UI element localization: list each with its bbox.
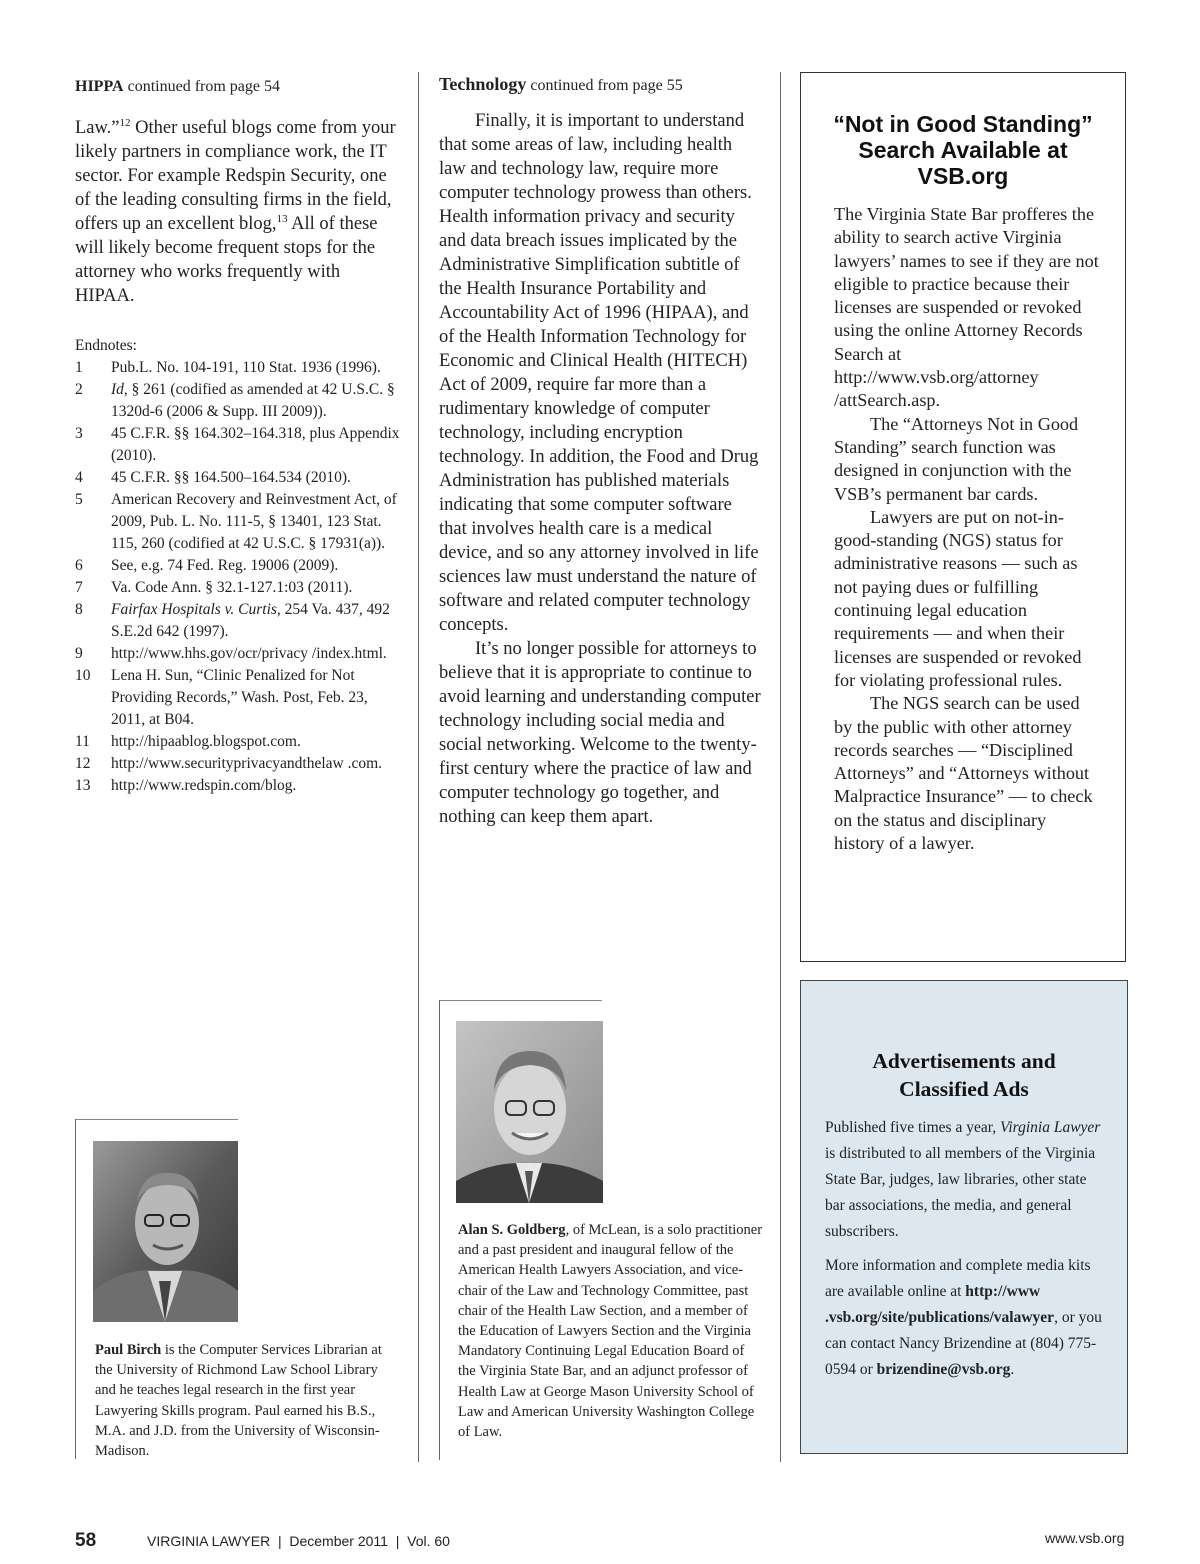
endnote-number: 6 [75, 557, 83, 574]
endnote-number: 3 [75, 425, 83, 442]
divider [75, 1119, 76, 1459]
media-kit-link[interactable]: http://www .vsb.org/site/publications/valawyer [825, 1283, 1055, 1326]
endnote-item [75, 599, 400, 643]
endnote-text: Id, § 261 (codified as amended at 42 U.S.C. § 1320d-6 (2006 & Supp. III 2009)). [111, 381, 395, 420]
endnote-item [75, 577, 400, 599]
endnote-text: Va. Code Ann. § 32.1-127.1:03 (2011). [111, 579, 353, 596]
left-heading-continued: continued from page 54 [127, 78, 280, 95]
middle-heading-title: Technology [439, 74, 527, 94]
box-paragraph: The Virginia State Bar profferes the ability to search active Virginia lawyers’ names to see if they are not eligible to practice because their licenses are suspended or revoked using the online Attorney Records Search at http://www.vsb.org/attorney /attSearch.asp. [834, 204, 1099, 411]
box-paragraph: The NGS search can be used by the public with other attorney records searches — “Disciplined Attorneys” and “Attorneys without Malpractice Insurance” — to check on the status and disciplinary history of a lawyer. [834, 693, 1093, 854]
endnote-number: 4 [75, 469, 83, 486]
endnote-number: 9 [75, 645, 83, 662]
endnote-item [75, 467, 400, 489]
ad-box-title: Advertisements and Classified Ads [872, 1049, 1056, 1101]
middle-column-heading [439, 74, 683, 96]
endnote-text: 45 C.F.R. §§ 164.302–164.318, plus Appendix (2010). [111, 425, 400, 464]
endnote-item [75, 555, 400, 577]
not-in-good-standing-box [800, 72, 1126, 962]
author-photo-paul-birch [93, 1141, 238, 1322]
divider [75, 1119, 238, 1120]
endnote-item [75, 731, 400, 753]
endnote-item [75, 775, 400, 797]
endnote-text: See, e.g. 74 Fed. Reg. 19006 (2009). [111, 557, 339, 574]
endnote-number: 2 [75, 381, 83, 398]
endnote-text: 45 C.F.R. §§ 164.500–164.534 (2010). [111, 469, 351, 486]
box-paragraph: The “Attorneys Not in Good Standing” search function was designed in conjunction with the VSB’s permanent bar cards. [834, 413, 1079, 504]
endnote-text: American Recovery and Reinvestment Act, of 2009, Pub. L. No. 111-5, § 13401, 123 Stat. 115, 260 (codified at 42 U.S.C. § 17931(a)). [111, 491, 397, 552]
left-column-body [75, 116, 400, 308]
divider [439, 1000, 440, 1460]
box-body [834, 203, 1100, 855]
left-heading-title: HIPPA [75, 78, 124, 95]
endnote-number: 13 [75, 777, 91, 794]
endnote-text: Lena H. Sun, “Clinic Penalized for Not Providing Records,” Wash. Post, Feb. 23, 2011, at B04. [111, 667, 368, 728]
middle-paragraph: It’s no longer possible for attorneys to believe that it is appropriate to continue to avoid learning and understanding computer technology including social media and social networking. Welcome to the twenty-first century where the practice of law and computer technology go together, and nothing can keep them apart. [439, 639, 761, 827]
endnote-item [75, 379, 400, 423]
ad-paragraph: More information and complete media kits are available online at http://www .vsb.org/site/publications/valawyer, or you can contact Nancy Brizendine at (804) 775-0594 or brizendine@vsb.org. [825, 1257, 1102, 1378]
author-photo-alan-goldberg [456, 1021, 603, 1203]
box-title: “Not in Good Standing” Search Available at VSB.org [833, 111, 1093, 189]
middle-heading-continued: continued from page 55 [530, 77, 683, 94]
advertisements-box [800, 980, 1128, 1454]
endnote-number: 10 [75, 667, 91, 684]
endnote-number: 7 [75, 579, 83, 596]
endnote-text: http://hipaablog.blogspot.com. [111, 733, 301, 750]
left-body-paragraph: Law.”$^{12}$ Other useful blogs come from your likely partners in compliance work, the IT sector. For example Redspin Security, one of the leading consulting firms in the field, offers up an excellent blog,$^{13}$ All of these will likely become frequent stops for the attorney who works frequently with HIPAA. [75, 116, 396, 306]
ad-paragraph: Published five times a year, Virginia Lawyer is distributed to all members of the Virginia State Bar, judges, law libraries, other state bar associations, the media, and general subscribers. [825, 1119, 1101, 1240]
endnote-number: 12 [75, 755, 91, 772]
endnote-item [75, 489, 400, 555]
endnote-item [75, 643, 400, 665]
bio-paul-birch: Paul Birch is the Computer Services Librarian at the University of Richmond Law School Library and he teaches legal research in the first year Lawyering Skills program. Paul earned his B.S., M.A. and J.D. from the University of Wisconsin-Madison. [95, 1342, 382, 1460]
publication-info: VIRGINIA LAWYER | December 2011 | Vol. 60 [147, 1533, 450, 1549]
box-paragraph: Lawyers are put on not-in-good-standing (NGS) status for administrative reasons — such as not paying dues or fulfilling continuing legal education requirements — and when their licenses are suspended or revoked for violating professional rules. [834, 506, 1082, 690]
endnote-item [75, 665, 400, 731]
endnotes [75, 335, 400, 797]
endnote-number: 1 [75, 359, 83, 376]
endnote-text: Fairfax Hospitals v. Curtis, 254 Va. 437, 492 S.E.2d 642 (1997). [111, 601, 390, 640]
page-number: 58 [75, 1530, 97, 1551]
bio-name: Paul Birch [95, 1342, 162, 1358]
middle-paragraph: Finally, it is important to understand that some areas of law, including health law and technology law, require more computer technology prowess than others. Health information privacy and security and data breach issues implicated by the Administrative Simplification subtitle of the Health Insurance Portability and Accountability Act of 1996 (HIPAA), and of the Health Information Technology for Economic and Clinical Health (HITECH) Act of 2009, require far more than a rudimentary knowledge of computer technology, including encryption technology. In addition, the Food and Drug Administration has published materials indicating that some computer software that involves health care is a medical device, and so any attorney involved in life sciences law must understand the nature of software and related computer technology concepts. [439, 111, 759, 635]
endnote-text: Pub.L. No. 104-191, 110 Stat. 1936 (1996). [111, 359, 381, 376]
endnote-number: 5 [75, 491, 83, 508]
endnote-item [75, 357, 400, 379]
endnote-text: http://www.securityprivacyandthelaw .com. [111, 755, 383, 772]
endnote-item [75, 423, 400, 467]
website: www.vsb.org [1045, 1530, 1125, 1546]
middle-column-body [439, 109, 761, 829]
endnote-number: 8 [75, 601, 83, 618]
column-rule [780, 72, 781, 1462]
left-column-heading [75, 77, 280, 97]
endnote-item [75, 753, 400, 775]
endnote-text: http://www.hhs.gov/ocr/privacy /index.html. [111, 645, 387, 662]
column-rule [418, 72, 419, 1462]
endnote-text: http://www.redspin.com/blog. [111, 777, 297, 794]
ad-box-body [825, 1115, 1105, 1383]
email-link[interactable]: brizendine@vsb.org [876, 1361, 1011, 1378]
endnote-number: 11 [75, 733, 90, 750]
bio-name: Alan S. Goldberg [458, 1222, 566, 1238]
bio-alan-goldberg: Alan S. Goldberg, of McLean, is a solo practitioner and a past president and inaugural fellow of the American Health Lawyers Association, and vice-chair of the Law and Technology Committee, past chair of the Health Law Section, and a member of the Education of Lawyers Section and the Virginia Mandatory Continuing Legal Education Board of the Virginia State Bar, and an adjunct professor of Health Law at George Mason University School of Law and American University Washington College of Law. [458, 1222, 763, 1441]
divider [439, 1000, 602, 1001]
endnote-list [75, 357, 400, 797]
endnotes-label: Endnotes: [75, 337, 137, 354]
